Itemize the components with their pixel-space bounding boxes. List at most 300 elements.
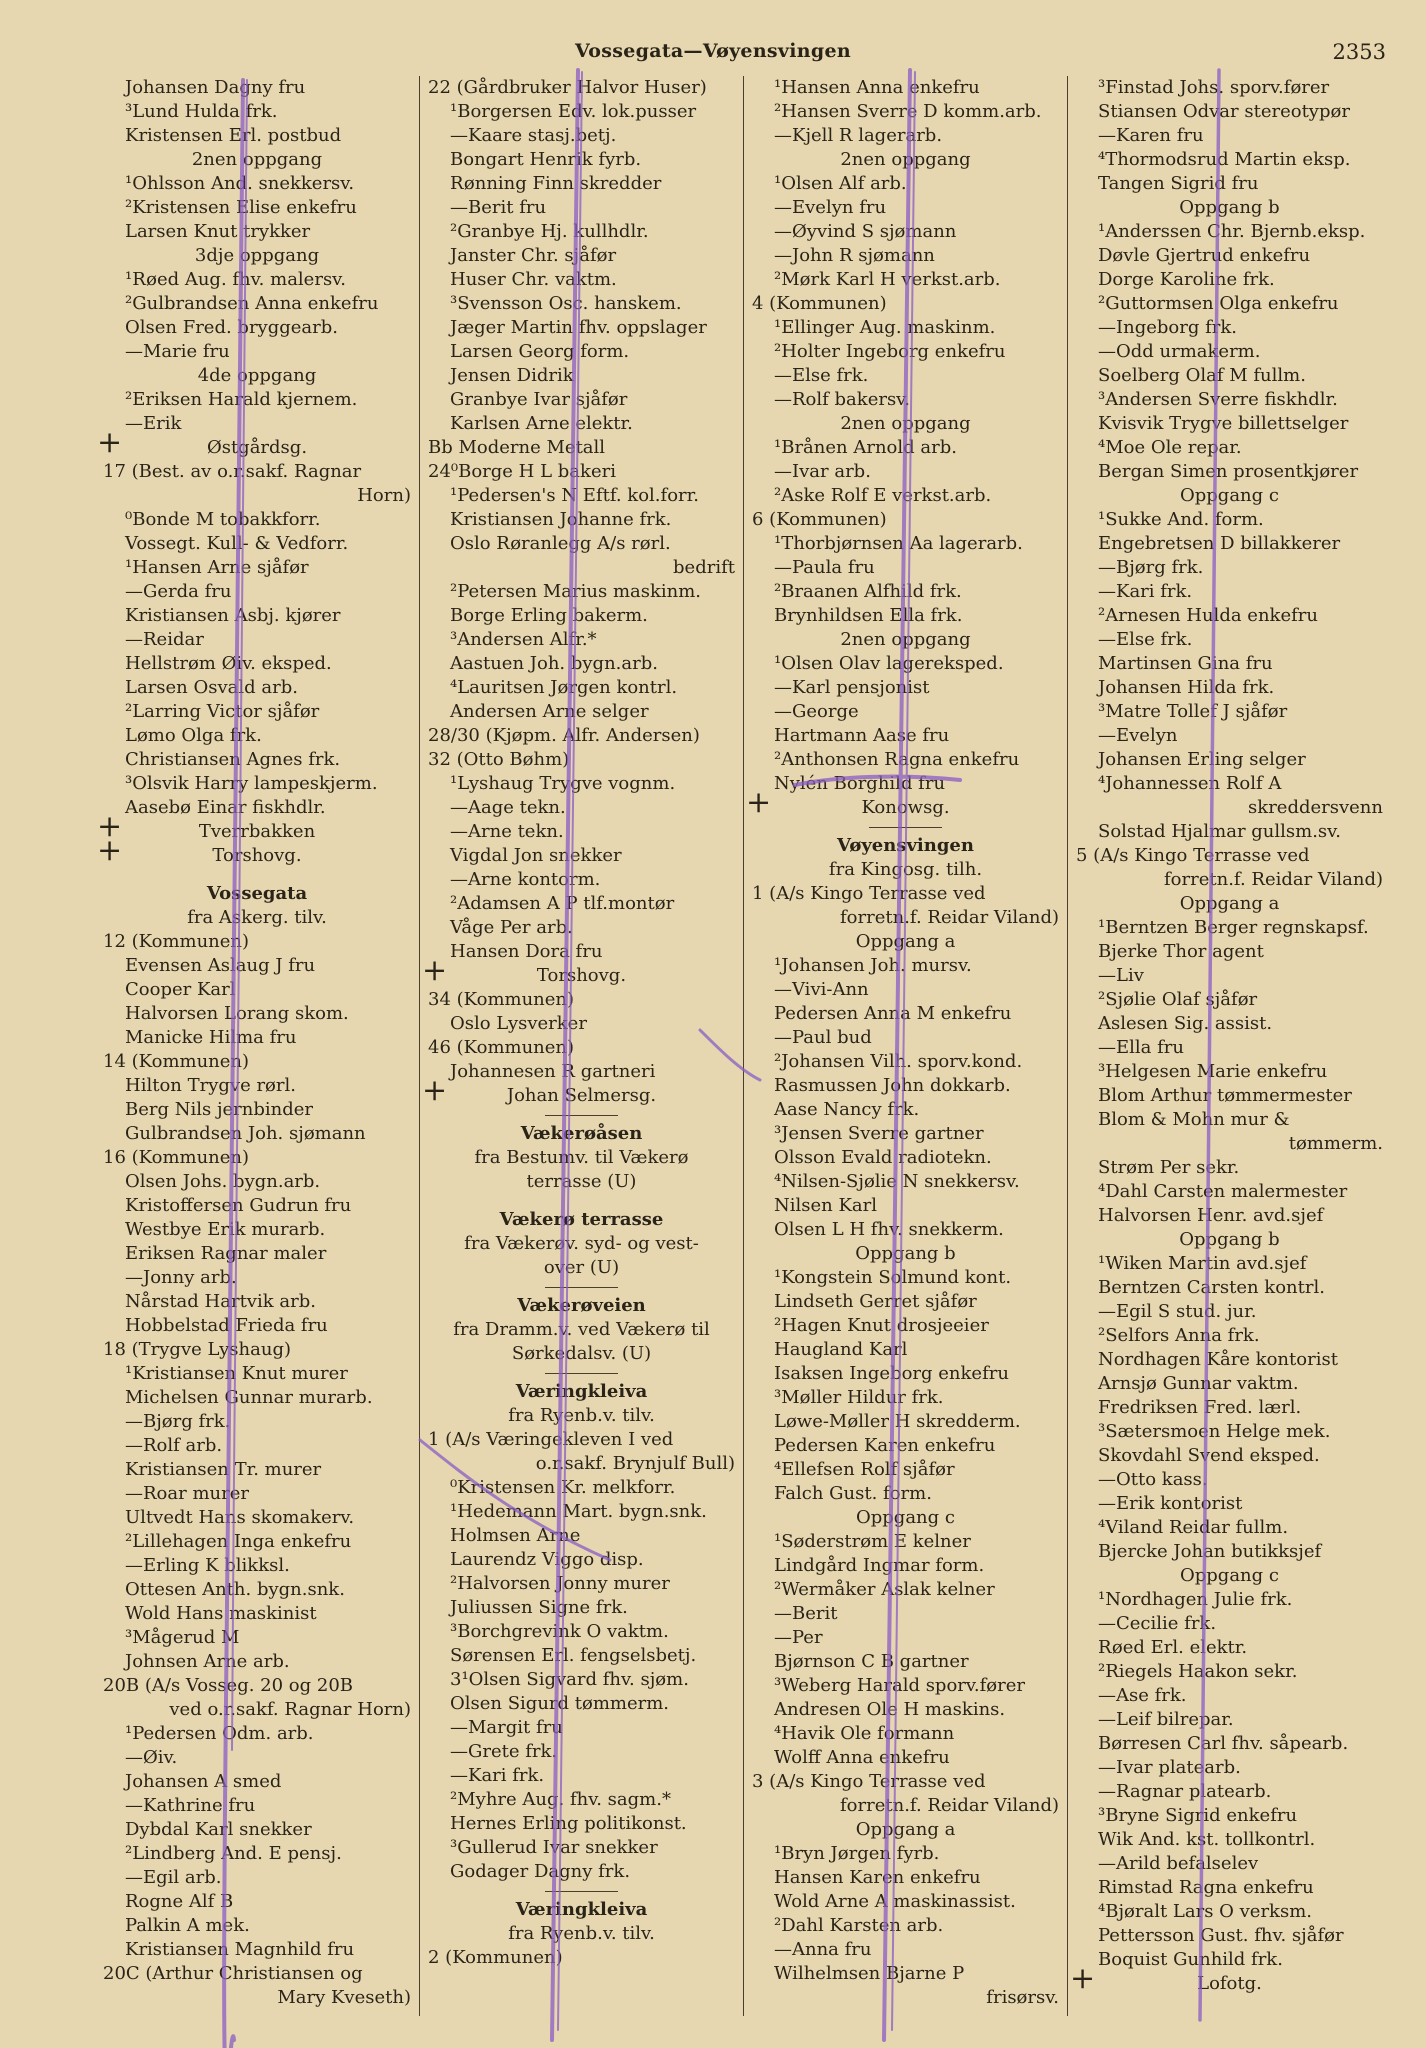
resident-entry: Halvorsen Henr. avd.sjef: [1098, 1205, 1324, 1226]
resident-entry: Wold Arne A maskinassist.: [774, 1891, 1016, 1912]
resident-entry: —Kari frk.: [450, 1765, 545, 1786]
stairway-label: fra Askerg. tilv.: [187, 907, 327, 928]
cross-street: + Østgårdsg.: [103, 436, 411, 460]
resident-entry: —Kjell R lagerarb.: [774, 125, 943, 146]
resident-entry: Ultvedt Hans skomakerv.: [125, 1507, 355, 1528]
house-number: 20B (A/s Vosseg. 20 og 20B: [103, 1675, 354, 1696]
stairway-label: fra Dramm.v. ved Vækerø til: [453, 1319, 710, 1340]
resident-entry: Nylén Borghild fru: [774, 773, 946, 794]
resident-entry: —Berit fru: [450, 197, 547, 218]
resident-entry: —Roar murer: [125, 1483, 249, 1504]
resident-entry: Bjerke Thor agent: [1098, 941, 1264, 962]
resident-entry: ²Braanen Alfhild frk.: [774, 581, 962, 602]
stairway-label: Oppgang b: [1179, 197, 1280, 218]
stairway-label: 2nen oppgang: [840, 629, 971, 650]
resident-entry: ²Larring Victor sjåfør: [125, 701, 320, 722]
resident-entry: ⁴Nilsen-Sjølie N snekkersv.: [774, 1171, 1020, 1192]
resident-entry: —Paula fru: [774, 557, 875, 578]
resident-entry: Olsen L H fhv. snekkerm.: [774, 1219, 1004, 1240]
resident-entry: Bergan Simen prosentkjører: [1098, 461, 1359, 482]
resident-entry: Børresen Carl fhv. såpearb.: [1098, 1733, 1349, 1754]
resident-entry: Dorge Karoline frk.: [1098, 269, 1275, 290]
resident-entry: ³Andersen Sverre fiskhdlr.: [1098, 389, 1338, 410]
resident-entry: ¹Ohlsson And. snekkersv.: [125, 173, 355, 194]
resident-entry: bedrift: [673, 557, 735, 578]
resident-entry: Haugland Karl: [774, 1339, 908, 1360]
resident-entry: Andersen Arne selger: [450, 701, 649, 722]
resident-entry: ²Myhre Aug. fhv. sagm.*: [450, 1789, 671, 1810]
resident-entry: ¹Johansen Joh. mursv.: [774, 955, 972, 976]
resident-entry: ⁰Kristensen Kr. melkforr.: [450, 1477, 676, 1498]
resident-entry: ¹Sukke And. form.: [1098, 509, 1264, 530]
resident-entry: Karlsen Arne elektr.: [450, 413, 633, 434]
house-number: 3 (A/s Kingo Terrasse ved: [752, 1771, 986, 1792]
resident-entry: ¹Wiken Martin avd.sjef: [1098, 1253, 1307, 1274]
resident-entry: Wolff Anna enkefru: [774, 1747, 950, 1768]
resident-entry: —Karl pensjonist: [774, 677, 930, 698]
resident-entry: —Leif bilrepar.: [1098, 1709, 1234, 1730]
resident-entry: ³Helgesen Marie enkefru: [1098, 1061, 1328, 1082]
resident-entry: ³Svensson Osc. hanskem.: [450, 293, 682, 314]
house-number: 28/30 (Kjøpm. Alfr. Andersen): [428, 725, 700, 746]
resident-entry: ⁴Havik Ole formann: [774, 1723, 955, 1744]
resident-entry: ¹Anderssen Chr. Bjernb.eksp.: [1098, 221, 1366, 242]
resident-entry: ²Hansen Sverre D komm.arb.: [774, 101, 1042, 122]
house-number: 6 (Kommunen): [752, 509, 887, 530]
resident-entry: Aslesen Sig. assist.: [1098, 1013, 1273, 1034]
resident-entry: —Ivar platearb.: [1098, 1757, 1241, 1778]
resident-entry: Janster Chr. sjåfør: [450, 245, 617, 266]
resident-entry: Berntzen Carsten kontrl.: [1098, 1277, 1325, 1298]
resident-entry: Strøm Per sekr.: [1098, 1157, 1240, 1178]
resident-entry: —Øyvind S sjømann: [774, 221, 957, 242]
house-number: 4 (Kommunen): [752, 293, 887, 314]
stairway-label: fra Bestumv. til Vækerø: [474, 1147, 689, 1168]
resident-entry: Blom Arthur tømmermester: [1098, 1085, 1352, 1106]
resident-entry: Blom & Mohn mur &: [1098, 1109, 1290, 1130]
street-heading: Vækerø terrasse: [499, 1209, 664, 1230]
resident-entry: ¹Pedersen Odm. arb.: [125, 1723, 314, 1744]
resident-entry: Røed Erl. elektr.: [1098, 1637, 1248, 1658]
resident-entry: Tangen Sigrid fru: [1098, 173, 1259, 194]
resident-entry: ⁴Bjøralt Lars O verksm.: [1098, 1901, 1312, 1922]
divider: [428, 1194, 735, 1208]
cross-street: + Tverrbakken: [103, 820, 411, 844]
resident-entry: Andresen Ole H maskins.: [774, 1699, 1006, 1720]
resident-entry: Johansen Erling selger: [1098, 749, 1306, 770]
stairway-label: Oppgang a: [855, 931, 956, 952]
resident-entry: —Ella fru: [1098, 1037, 1184, 1058]
house-number: 34 (Kommunen): [428, 989, 575, 1010]
resident-entry: Våge Per arb.: [450, 917, 573, 938]
resident-entry: ⁴Lauritsen Jørgen kontrl.: [450, 677, 678, 698]
resident-entry: Solstad Hjalmar gullsm.sv.: [1098, 821, 1341, 842]
resident-entry: Pedersen Karen enkefru: [774, 1435, 996, 1456]
page-header: [0, 40, 1426, 76]
resident-entry: ¹Thorbjørnsen Aa lagerarb.: [774, 533, 1023, 554]
resident-entry: Lindseth Gerret sjåfør: [774, 1291, 977, 1312]
resident-entry: —Vivi-Ann: [774, 979, 869, 1000]
resident-entry: ²Lindberg And. E pensj.: [125, 1843, 342, 1864]
resident-entry: —Gerda fru: [125, 581, 232, 602]
house-number: 46 (Kommunen): [428, 1037, 575, 1058]
resident-entry: Soelberg Olaf M fullm.: [1098, 365, 1306, 386]
resident-entry: Rønning Finn skredder: [450, 173, 662, 194]
resident-entry: Johannesen R gartneri: [450, 1061, 656, 1082]
resident-entry: Martinsen Gina fru: [1098, 653, 1273, 674]
resident-entry: Hellstrøm Øiv. eksped.: [125, 653, 332, 674]
resident-entry: ³Jensen Sverre gartner: [774, 1123, 984, 1144]
resident-entry: ¹Hedemann Mart. bygn.snk.: [450, 1501, 707, 1522]
resident-entry: —Erik kontorist: [1098, 1493, 1243, 1514]
resident-entry: ²Aske Rolf E verkst.arb.: [774, 485, 992, 506]
resident-entry: Skovdahl Svend eksped.: [1098, 1445, 1320, 1466]
resident-entry: Larsen Osvald arb.: [125, 677, 298, 698]
page-number: 2353: [1332, 40, 1386, 64]
cross-street: + Torshovg.: [428, 964, 735, 988]
resident-entry: Larsen Knut trykker: [125, 221, 311, 242]
cross-street: + Konowsg.: [752, 796, 1059, 820]
house-number: 32 (Otto Bøhm): [428, 749, 570, 770]
resident-entry: —Aage tekn.: [450, 797, 566, 818]
resident-entry: ¹Nordhagen Julie frk.: [1098, 1589, 1293, 1610]
resident-entry: Johansen Dagny fru: [125, 77, 306, 98]
resident-entry: ³Bryne Sigrid enkefru: [1098, 1805, 1298, 1826]
resident-entry: Isaksen Ingeborg enkefru: [774, 1363, 1009, 1384]
resident-entry: —Evelyn: [1098, 725, 1178, 746]
resident-entry: —Evelyn fru: [774, 197, 887, 218]
resident-entry: frisørsv.: [986, 1987, 1059, 2008]
resident-entry: —Karen fru: [1098, 125, 1204, 146]
resident-entry: Kristiansen Asbj. kjører: [125, 605, 341, 626]
resident-entry: Halvorsen Lorang skom.: [125, 1003, 349, 1024]
resident-entry: Hernes Erling politikonst.: [450, 1813, 687, 1834]
divider: [428, 1884, 735, 1898]
resident-entry: ¹Kristiansen Knut murer: [125, 1363, 348, 1384]
resident-entry: ³Møller Hildur frk.: [774, 1387, 944, 1408]
resident-entry: Kristiansen Johanne frk.: [450, 509, 672, 530]
stairway-label: Oppgang c: [856, 1507, 955, 1528]
resident-entry: —Else frk.: [774, 365, 869, 386]
resident-entry: Borge Erling bakerm.: [450, 605, 648, 626]
stairway-label: Oppgang b: [855, 1243, 956, 1264]
column-4: [1067, 76, 1391, 2016]
stairway-label: 2nen oppgang: [840, 149, 971, 170]
resident-entry: ³Lund Hulda frk.: [125, 101, 278, 122]
resident-entry: —John R sjømann: [774, 245, 935, 266]
resident-entry: ⁰Bonde M tobakkforr.: [125, 509, 321, 530]
resident-entry: Kristoffersen Gudrun fru: [125, 1195, 352, 1216]
stairway-label: 2nen oppgang: [191, 149, 323, 170]
resident-entry: Døvle Gjertrud enkefru: [1098, 245, 1311, 266]
house-number: 16 (Kommunen): [103, 1147, 250, 1168]
resident-entry: ²Selfors Anna frk.: [1098, 1325, 1260, 1346]
resident-entry: Eriksen Ragnar maler: [125, 1243, 327, 1264]
stairway-label: fra Kingosg. tilh.: [828, 859, 983, 880]
resident-entry: Jensen Didrik: [450, 365, 574, 386]
resident-entry: Hansen Karen enkefru: [774, 1867, 981, 1888]
resident-entry: Hartmann Aase fru: [774, 725, 950, 746]
resident-entry: Juliussen Signe frk.: [450, 1597, 628, 1618]
house-number: 22 (Gårdbruker Halvor Huser): [428, 77, 707, 98]
resident-entry: ³Andersen Alfr.*: [450, 629, 597, 650]
resident-entry: Horn): [357, 485, 411, 506]
resident-entry: Bjørnson C B gartner: [774, 1651, 969, 1672]
resident-entry: ³Sætersmoen Helge mek.: [1098, 1421, 1331, 1442]
resident-entry: —Rolf bakersv.: [774, 389, 910, 410]
resident-entry: —Cecilie frk.: [1098, 1613, 1217, 1634]
resident-entry: —Egil arb.: [125, 1867, 222, 1888]
resident-entry: —Bjørg frk.: [125, 1411, 231, 1432]
resident-entry: Berg Nils jernbinder: [125, 1099, 314, 1120]
resident-entry: —Ragnar platearb.: [1098, 1781, 1272, 1802]
resident-entry: —Per: [774, 1627, 823, 1648]
resident-entry: Wik And. kst. tollkontrl.: [1098, 1829, 1316, 1850]
resident-entry: Hilton Trygve rørl.: [125, 1075, 296, 1096]
resident-entry: Engebretsen D billakkerer: [1098, 533, 1341, 554]
resident-entry: Holmsen Arne: [450, 1525, 581, 1546]
column-3: [743, 76, 1067, 2016]
resident-entry: Wold Hans maskinist: [125, 1603, 317, 1624]
house-number: 1 (A/s Væringekleven I ved: [428, 1429, 674, 1450]
stairway-label: Oppgang a: [855, 1819, 956, 1840]
resident-entry: Aase Nancy frk.: [774, 1099, 920, 1120]
divider: [752, 820, 1059, 834]
house-number: 20C (Arthur Christiansen og: [103, 1963, 363, 1984]
resident-entry: Lindgård Ingmar form.: [774, 1555, 985, 1576]
resident-entry: ²Arnesen Hulda enkefru: [1098, 605, 1318, 626]
resident-entry: ²Lillehagen Inga enkefru: [125, 1531, 352, 1552]
resident-entry: ⁴Viland Reidar fullm.: [1098, 1517, 1289, 1538]
resident-entry: —Margit fru: [450, 1717, 563, 1738]
resident-entry: skreddersvenn: [1248, 797, 1383, 818]
resident-entry: Johansen Hilda frk.: [1098, 677, 1275, 698]
resident-entry: Godager Dagny frk.: [450, 1861, 631, 1882]
resident-entry: ²Anthonsen Ragna enkefru: [774, 749, 1020, 770]
stairway-label: fra Vækerøv. syd- og vest-: [464, 1233, 699, 1254]
resident-entry: Olsen Fred. bryggearb.: [125, 317, 339, 338]
resident-entry: Mary Kveseth): [277, 1987, 411, 2008]
resident-entry: 3¹Olsen Sigvard fhv. sjøm.: [450, 1669, 689, 1690]
resident-entry: Bongart Henrik fyrb.: [450, 149, 642, 170]
resident-entry: Nordhagen Kåre kontorist: [1098, 1349, 1338, 1370]
resident-entry: ²Kristensen Elise enkefru: [125, 197, 357, 218]
resident-entry: ²Mørk Karl H verkst.arb.: [774, 269, 1001, 290]
resident-entry: Kvisvik Trygve billettselger: [1098, 413, 1349, 434]
resident-entry: ³Olsvik Harry lampeskjerm.: [125, 773, 378, 794]
resident-entry: Aasebø Einar fiskhdlr.: [125, 797, 326, 818]
divider: [428, 1280, 735, 1294]
resident-entry: Christiansen Agnes frk.: [125, 749, 341, 770]
street-heading: Væringkleiva: [515, 1899, 648, 1920]
resident-entry: ²Petersen Marius maskinm.: [450, 581, 702, 602]
resident-entry: ¹Olsen Olav lagereksped.: [774, 653, 1004, 674]
resident-entry: ²Adamsen A P tlf.montør: [450, 893, 675, 914]
resident-entry: Rimstad Ragna enkefru: [1098, 1877, 1314, 1898]
stairway-label: Oppgang b: [1179, 1229, 1280, 1250]
resident-entry: ved o.r.sakf. Ragnar Horn): [169, 1699, 411, 1720]
resident-entry: Sørensen Erl. fengselsbetj.: [450, 1645, 697, 1666]
resident-entry: ¹Hansen Anna enkefru: [774, 77, 980, 98]
resident-entry: ⁴Thormodsrud Martin eksp.: [1098, 149, 1351, 170]
resident-entry: Manicke Hilma fru: [125, 1027, 297, 1048]
house-number: 2 (Kommunen): [428, 1947, 563, 1968]
resident-entry: forretn.f. Reidar Viland): [1164, 869, 1383, 890]
resident-entry: ²Guttormsen Olga enkefru: [1098, 293, 1339, 314]
resident-entry: Hobbelstad Frieda fru: [125, 1315, 328, 1336]
resident-entry: —Bjørg frk.: [1098, 557, 1204, 578]
resident-entry: ¹Borgersen Edv. lok.pusser: [450, 101, 697, 122]
resident-entry: Hansen Dora fru: [450, 941, 603, 962]
cross-street: + Torshovg.: [103, 844, 411, 868]
resident-entry: Kristensen Erl. postbud: [125, 125, 342, 146]
resident-entry: ²Sjølie Olaf sjåfør: [1098, 989, 1258, 1010]
divider: [428, 1108, 735, 1122]
street-heading: Vækerøveien: [517, 1295, 646, 1316]
resident-entry: ¹Søderstrøm E kelner: [774, 1531, 971, 1552]
resident-entry: Westbye Erik murarb.: [125, 1219, 326, 1240]
resident-entry: ³Gullerud Ivar snekker: [450, 1837, 658, 1858]
resident-entry: ²Wermåker Aslak kelner: [774, 1579, 995, 1600]
street-heading: Vøyensvingen: [837, 835, 974, 856]
resident-entry: Pedersen Anna M enkefru: [774, 1003, 1012, 1024]
resident-entry: Aastuen Joh. bygn.arb.: [450, 653, 658, 674]
stairway-label: terrasse (U): [526, 1171, 637, 1192]
stairway-label: 3dje oppgang: [194, 245, 320, 266]
resident-entry: forretn.f. Reidar Viland): [840, 907, 1059, 928]
resident-entry: —George: [774, 701, 859, 722]
resident-entry: —Kari frk.: [1098, 581, 1193, 602]
house-number: Bb Moderne Metall: [428, 437, 606, 458]
resident-entry: Evensen Aslaug J fru: [125, 955, 316, 976]
resident-entry: tømmerm.: [1288, 1133, 1383, 1154]
column-2: [419, 76, 743, 2016]
street-heading: Vossegata: [206, 883, 308, 904]
resident-entry: ¹Ellinger Aug. maskinm.: [774, 317, 996, 338]
street-heading: Vækerøåsen: [520, 1123, 643, 1144]
resident-entry: —Arild befalselev: [1098, 1853, 1259, 1874]
resident-entry: Nårstad Hartvik arb.: [125, 1291, 316, 1312]
column-1: [95, 76, 419, 2016]
resident-entry: —Else frk.: [1098, 629, 1193, 650]
resident-entry: Lømo Olga frk.: [125, 725, 262, 746]
resident-entry: ¹Brånen Arnold arb.: [774, 437, 957, 458]
resident-entry: ²Eriksen Harald kjernem.: [125, 389, 358, 410]
stairway-label: 4de oppgang: [197, 365, 317, 386]
resident-entry: Kristiansen Magnhild fru: [125, 1939, 355, 1960]
resident-entry: ¹Olsen Alf arb.: [774, 173, 907, 194]
resident-entry: Wilhelmsen Bjarne P: [774, 1963, 965, 1984]
resident-entry: ³Weberg Harald sporv.fører: [774, 1675, 1026, 1696]
resident-entry: ²Gulbrandsen Anna enkefru: [125, 293, 379, 314]
resident-entry: Vossegt. Kull- & Vedforr.: [125, 533, 349, 554]
resident-entry: ³Finstad Johs. sporv.fører: [1098, 77, 1330, 98]
resident-entry: Michelsen Gunnar murarb.: [125, 1387, 373, 1408]
resident-entry: ¹Røed Aug. fhv. malersv.: [125, 269, 346, 290]
resident-entry: ³Mågerud M: [125, 1627, 240, 1648]
house-number: 18 (Trygve Lyshaug): [103, 1339, 291, 1360]
stairway-label: Oppgang a: [1179, 893, 1280, 914]
resident-entry: o.r.sakf. Brynjulf Bull): [535, 1453, 735, 1474]
house-number: 17 (Best. av o.r.sakf. Ragnar: [103, 461, 362, 482]
resident-entry: ¹Hansen Arne sjåfør: [125, 557, 309, 578]
resident-entry: ¹Lyshaug Trygve vognm.: [450, 773, 676, 794]
cross-street: + Johan Selmersg.: [428, 1084, 735, 1108]
resident-entry: —Kaare stasj.betj.: [450, 125, 617, 146]
stairway-label: Sørkedalsv. (U): [511, 1343, 652, 1364]
resident-entry: Cooper Karl: [125, 979, 236, 1000]
resident-entry: Rogne Alf B: [125, 1891, 234, 1912]
resident-entry: —Ivar arb.: [774, 461, 871, 482]
resident-entry: ¹Berntzen Berger regnskapsf.: [1098, 917, 1369, 938]
resident-entry: ⁴Johannessen Rolf A: [1098, 773, 1282, 794]
resident-entry: Gulbrandsen Joh. sjømann: [125, 1123, 366, 1144]
stairway-label: Oppgang c: [1180, 1565, 1279, 1586]
running-title: Vossegata—Vøyensvingen: [574, 40, 851, 62]
resident-entry: —Jonny arb.: [125, 1267, 237, 1288]
resident-entry: ¹Bryn Jørgen fyrb.: [774, 1843, 940, 1864]
resident-entry: —Ingeborg frk.: [1098, 317, 1237, 338]
resident-entry: ⁴Ellefsen Rolf sjåfør: [774, 1459, 955, 1480]
resident-entry: —Erik: [125, 413, 182, 434]
resident-entry: Oslo Røranlegg A/s rørl.: [450, 533, 671, 554]
resident-entry: ²Dahl Karsten arb.: [774, 1915, 944, 1936]
resident-entry: ¹Kongstein Solmund kont.: [774, 1267, 1012, 1288]
house-number: 5 (A/s Kingo Terrasse ved: [1076, 845, 1310, 866]
resident-entry: Oslo Lysverker: [450, 1013, 587, 1034]
resident-entry: ²Johansen Vilh. sporv.kond.: [774, 1051, 1023, 1072]
resident-entry: Rasmussen John dokkarb.: [774, 1075, 1011, 1096]
resident-entry: —Reidar: [125, 629, 204, 650]
resident-entry: ²Granbye Hj. kullhdlr.: [450, 221, 649, 242]
resident-entry: ³Borchgrevink O vaktm.: [450, 1621, 669, 1642]
resident-entry: Olsson Evald radiotekn.: [774, 1147, 992, 1168]
resident-entry: Johansen A smed: [125, 1771, 282, 1792]
resident-entry: —Marie fru: [125, 341, 230, 362]
resident-entry: —Berit: [774, 1603, 838, 1624]
resident-entry: Jæger Martin fhv. oppslager: [450, 317, 707, 338]
resident-entry: —Arne tekn.: [450, 821, 564, 842]
resident-entry: —Liv: [1098, 965, 1144, 986]
resident-entry: ⁴Moe Ole repar.: [1098, 437, 1242, 458]
resident-entry: Granbye Ivar sjåfør: [450, 389, 628, 410]
resident-entry: —Arne kontorm.: [450, 869, 601, 890]
house-number: 1 (A/s Kingo Terrasse ved: [752, 883, 986, 904]
house-number: 12 (Kommunen): [103, 931, 250, 952]
resident-entry: ²Holter Ingeborg enkefru: [774, 341, 1006, 362]
directory-columns: [95, 76, 1391, 2016]
resident-entry: Bjercke Johan butikksjef: [1098, 1541, 1322, 1562]
resident-entry: —Otto kass.: [1098, 1469, 1208, 1490]
street-heading: Væringkleiva: [515, 1381, 648, 1402]
resident-entry: Johnsen Arne arb.: [125, 1651, 290, 1672]
resident-entry: Brynhildsen Ella frk.: [774, 605, 963, 626]
stairway-label: 2nen oppgang: [840, 413, 971, 434]
resident-entry: Arnsjø Gunnar vaktm.: [1098, 1373, 1299, 1394]
resident-entry: Boquist Gunhild frk.: [1098, 1949, 1283, 1970]
resident-entry: —Rolf arb.: [125, 1435, 223, 1456]
house-number: 24⁰Borge H L bakeri: [428, 461, 616, 482]
resident-entry: Falch Gust. form.: [774, 1483, 932, 1504]
resident-entry: —Paul bud: [774, 1027, 872, 1048]
resident-entry: Fredriksen Fred. lærl.: [1098, 1397, 1302, 1418]
resident-entry: Larsen Georg form.: [450, 341, 630, 362]
resident-entry: Ottesen Anth. bygn.snk.: [125, 1579, 345, 1600]
resident-entry: Dybdal Karl snekker: [125, 1819, 312, 1840]
resident-entry: forretn.f. Reidar Viland): [840, 1795, 1059, 1816]
resident-entry: —Egil S stud. jur.: [1098, 1301, 1257, 1322]
resident-entry: —Erling K blikksl.: [125, 1555, 290, 1576]
